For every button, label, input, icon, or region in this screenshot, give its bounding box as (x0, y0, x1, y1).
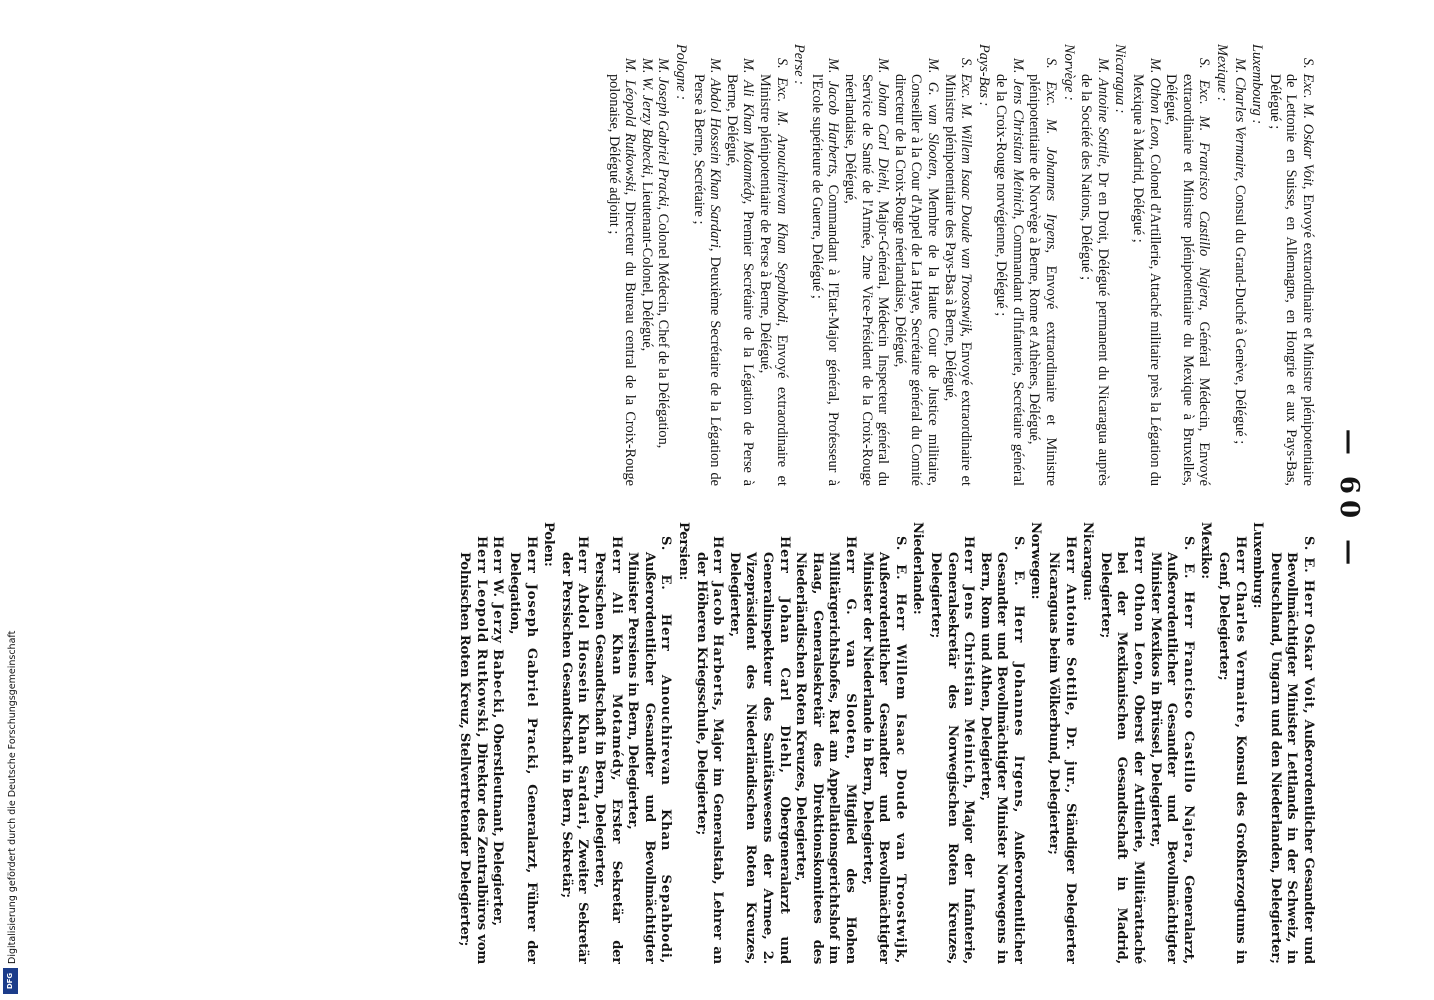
delegate-entry (1026, 44, 1059, 486)
delegate-name: M. Ali Khan Motamédy, (740, 58, 757, 205)
french-column (126, 44, 1316, 486)
delegate-entry (808, 44, 841, 486)
delegate-entry (506, 522, 539, 964)
delegate-title: Erster Sekretär der Persischen Gesandtschaft in Bern, Delegierter, (592, 552, 624, 964)
country-heading: Nicaragua : (1112, 44, 1129, 114)
delegate-entry (756, 44, 789, 486)
delegate-name: Herr G. van Slooten, (842, 536, 858, 761)
delegate-title: Außerordentlicher Gesandter und Bevollmächtigter Minister Norwegens in Bern, Rom und Athen, Delegierter, (977, 552, 1026, 964)
delegate-entry (1078, 44, 1111, 486)
delegate-entry (692, 522, 725, 964)
delegate-title: Envoyé extraordinaire et Ministre plénipotentiaire de Lettonie en Suisse, en Allemagne, en Hongrie et aux Pays-Bas, Délégué ; (1266, 74, 1316, 486)
delegate-entry (1231, 44, 1248, 486)
delegate-title: Major der Infanterie, Generalsekretär des Norwegischen Roten Kreuzes, Delegierter; (927, 552, 977, 964)
delegate-name: M. Abdol Hossein Khan Sardari, (707, 58, 724, 252)
dfg-logo (3, 968, 18, 994)
delegate-name: S. E. Herr Willem Isaac Doude van Troostwijk, (892, 536, 908, 964)
delegate-name: S. Exc. M. Anouchirevan Khan Sepahbodi, (773, 58, 790, 327)
delegate-name: M. Joseph Gabriel Pracki, (655, 58, 672, 211)
delegate-name: Herr Jacob Harberts, (710, 536, 726, 712)
delegate-name: S. Exc. M. Willem Isaac Doude van Troostwijk, (958, 58, 975, 337)
delegate-title: Général Médecin, Envoyé extraordinaire et Ministre plénipotentiaire du Mexique à Bruxelles, Délégué, (1163, 74, 1213, 486)
delegate-entry (557, 522, 590, 964)
country-heading: Nicaragua: (1080, 522, 1096, 601)
dfg-logo-text: DFG (6, 972, 15, 990)
delegate-entry (638, 44, 655, 486)
delegate-entry (1096, 522, 1146, 964)
country-heading: Polen: (541, 522, 557, 567)
delegate-entry (655, 44, 672, 486)
country-heading: Norwegen: (1028, 522, 1044, 600)
delegate-name: M. Johan Carl Diehl, (875, 58, 892, 194)
delegate-title: Colonel Médecin, Chef de la Délégation, (655, 210, 672, 449)
delegate-title: Oberst der Artillerie, Militärattaché bei der Mexikanischen Gesandtschaft in Madrid, Delegierter; (1097, 552, 1147, 964)
delegate-name: M. W. Jerzy Babecki, (638, 58, 655, 179)
delegate-entry (1266, 522, 1316, 964)
delegate-entry (624, 522, 674, 964)
country-heading: Pologne : (673, 44, 690, 100)
delegate-entry (725, 522, 791, 964)
delegate-name: Herr Joseph Gabriel Pracki, (523, 536, 539, 776)
delegate-name: M. G. van Slooten, (924, 58, 941, 180)
delegate-title: Premier Secrétaire de la Légation de Perse à Berne, Délégué, (723, 74, 757, 486)
delegate-name: M. Othon Leon, (1146, 58, 1163, 150)
delegate-title: Außerordentlicher Gesandter und Bevollmächtigter Minister Lettlands in der Schweiz, in Deutschland, Ungarn und den Niederlanden, Delegierter; (1267, 552, 1316, 964)
delegate-name: M. Charles Vermaire, (1231, 58, 1248, 182)
delegate-name: Herr W. Jerzy Babecki, (490, 536, 506, 720)
footer-text: Digitalisierung gefördert durch die Deutsche Forschungsgemeinschaft (7, 630, 18, 964)
country-heading: Pays-Bas : (975, 44, 992, 107)
country-heading: Luxemburg: (1250, 522, 1266, 609)
page-number: — 60 — (1334, 428, 1364, 572)
delegate-title: Obergeneralarzt und Generalinspekteur des Sanitätswesens der Armee, 2. Vizepräsident des Niederländischen Roten Kreuzes, Delegierter, (726, 552, 792, 964)
delegate-title: Envoyé extraordinaire et Ministre plénipotentiaire de Perse à Berne, Délégué, (757, 74, 790, 486)
country-heading: Luxembourg : (1249, 44, 1266, 125)
delegate-title: Major-Général, Médecin Inspecteur général du Service de Santé de l'Armée, 2me Vice-Président de la Croix-Rouge néerlandaise, Délégué, (841, 74, 892, 486)
delegate-title: Ständiger Delegierter Nicaraguas beim Völkerbund, Delegierter; (1046, 552, 1078, 964)
delegate-entry (690, 44, 723, 486)
delegate-entry (976, 522, 1026, 964)
delegate-entry (792, 522, 858, 964)
delegate-title: Deuxième Secrétaire de la Légation de Perse à Berne, Secrétaire ; (690, 74, 724, 486)
delegate-name: Herr Charles Vermaire, (1232, 536, 1248, 729)
delegate-name: Herr Jens Christian Meinich, (961, 536, 977, 790)
delegate-title: Generalarzt, Außerordentlicher Gesandter und Bevollmächtigter Minister Mexikos in Brüssel, Delegierter, (1147, 552, 1196, 964)
delegate-entry (1146, 522, 1196, 964)
delegate-title: Außerordentlicher Gesandter und Bevollmächtigter Minister Persiens in Bern, Delegierter, (625, 552, 657, 964)
delegate-title: Dr en Droit, Délégué permanent du Nicaragua auprès de la Société des Nations, Délégué ; (1078, 74, 1111, 486)
delegate-title: Mitglied des Hohen Militärgerichtshofes, Rat am Appellationsgerichtshof im Haag, Generalsekretär des Direktionskomitees des Niederländischen Roten Kreuzes, Delegierter, (793, 552, 858, 964)
delegate-title: Direktor des Zentralbüros vom Polnischen Roten Kreuz, Stellvertretender Delegierter; (457, 552, 489, 964)
delegate-entry (723, 44, 756, 486)
delegate-entry (1045, 522, 1078, 964)
delegate-title: Zweiter Sekretär der Persischen Gesandtschaft in Bern, Sekretär; (558, 552, 591, 964)
delegate-title: Lieutenant-Colonel, Délégué, (638, 178, 655, 352)
country-heading: Persien: (676, 522, 692, 581)
delegate-title: Directeur du Bureau central de la Croix-Rouge polonaise, Délégué adjoint ; (605, 74, 639, 486)
delegate-title: Oberstleutnant, Delegierter, (490, 719, 506, 926)
delegate-title: Außerordentlicher Gesandter und Bevollmächtigter Minister der Niederlande in Bern, Delegierter, (859, 552, 892, 964)
delegate-name: S. Exc. M. Oskar Voit, (1300, 58, 1316, 190)
delegate-entry (590, 522, 623, 964)
delegate-entry (841, 44, 891, 486)
country-heading: Mexique : (1214, 44, 1231, 102)
delegate-entry (1163, 44, 1213, 486)
delegate-entry (858, 522, 908, 964)
delegate-name: Herr Ali Khan Motamédy, (608, 536, 624, 782)
delegate-title: Commandant à l'Etat-Major général, Professeur à l'Ecole supérieure de Guerre, Délégué ; (808, 74, 842, 486)
delegate-name: Herr Abdol Hossein Khan Sardari, (575, 536, 591, 831)
delegate-name: S. Exc. M. Francisco Castillo Najera, (1196, 58, 1213, 311)
delegate-name: Herr Antoine Sottile, Dr. jur., (1062, 536, 1078, 794)
delegate-entry (941, 44, 974, 486)
delegate-entry (1214, 522, 1247, 964)
delegate-name: S. Exc. M. Johannes Irgens, (1043, 58, 1060, 254)
delegate-entry (1129, 44, 1162, 486)
country-heading: Mexiko: (1198, 522, 1214, 579)
country-heading: Niederlande: (910, 522, 926, 615)
delegate-name: Herr Johan Carl Diehl, (776, 536, 792, 774)
delegate-name: S. E. Herr Oskar Voit, (1301, 536, 1316, 715)
delegate-entry (605, 44, 638, 486)
delegate-entry (456, 522, 489, 964)
delegate-title: Colonel d'Artillerie, Attaché militaire près la Légation du Mexique à Madrid, Délégué ; (1130, 74, 1163, 486)
delegate-name: S. E. Herr Francisco Castillo Najera, (1180, 536, 1196, 865)
delegate-entry (993, 44, 1026, 486)
delegate-title: Commandant d'Infanterie, Secrétaire général de la Croix-Rouge norvégienne, Délégué ; (993, 74, 1026, 486)
german-column (126, 522, 1316, 964)
delegate-name: M. Jens Christian Meinich, (1009, 58, 1026, 220)
delegate-entry (891, 44, 941, 486)
delegate-name: S. E. Herr Anouchirevan Khan Sepahbodi, (658, 536, 674, 964)
delegate-title: Konsul des Großherzogtums in Genf, Delegierter; (1216, 552, 1248, 964)
delegate-title: Membre de la Haute Cour de Justice militaire, Conseiller à la Cour d'Appel de La Haye, Secrétaire général du Comité directeur de la Croix-Rouge néerlandaise, Délégué, (891, 74, 941, 486)
delegate-name: Herr Leopold Rutkowski, (473, 536, 489, 739)
country-heading: Norvège : (1060, 44, 1077, 101)
delegate-title: Envoyé extraordinaire et Ministre plénipotentiaire des Pays-Bas à Berne, Délégué, (941, 74, 975, 486)
delegate-entry (1266, 44, 1316, 486)
delegate-entry (489, 522, 506, 964)
delegate-title: Generalarzt, Führer der Delegation, (507, 552, 539, 964)
delegate-name: M. Antoine Sottile, (1094, 58, 1111, 168)
country-heading: Perse : (791, 44, 808, 85)
delegate-title: Envoyé extraordinaire et Ministre plénipotentiaire de Norvège à Berne, Rome et Athènes, Délégué, (1026, 74, 1060, 486)
delegate-title: Major im Generalstab, Lehrer an der Höheren Kriegsschule, Delegierter; (693, 552, 726, 964)
delegate-entry (926, 522, 976, 964)
delegate-name: M. Léopold Rutkowski, (622, 58, 639, 196)
delegate-name: S. E. Herr Johannes Irgens, (1010, 536, 1026, 814)
delegate-name: M. Jacob Harberts, (825, 58, 842, 178)
delegate-name: Herr Othon Leon, (1131, 536, 1147, 687)
delegate-title: Consul du Grand-Duché à Genève, Délégué ; (1231, 181, 1248, 445)
dfg-footer (2, 604, 24, 996)
